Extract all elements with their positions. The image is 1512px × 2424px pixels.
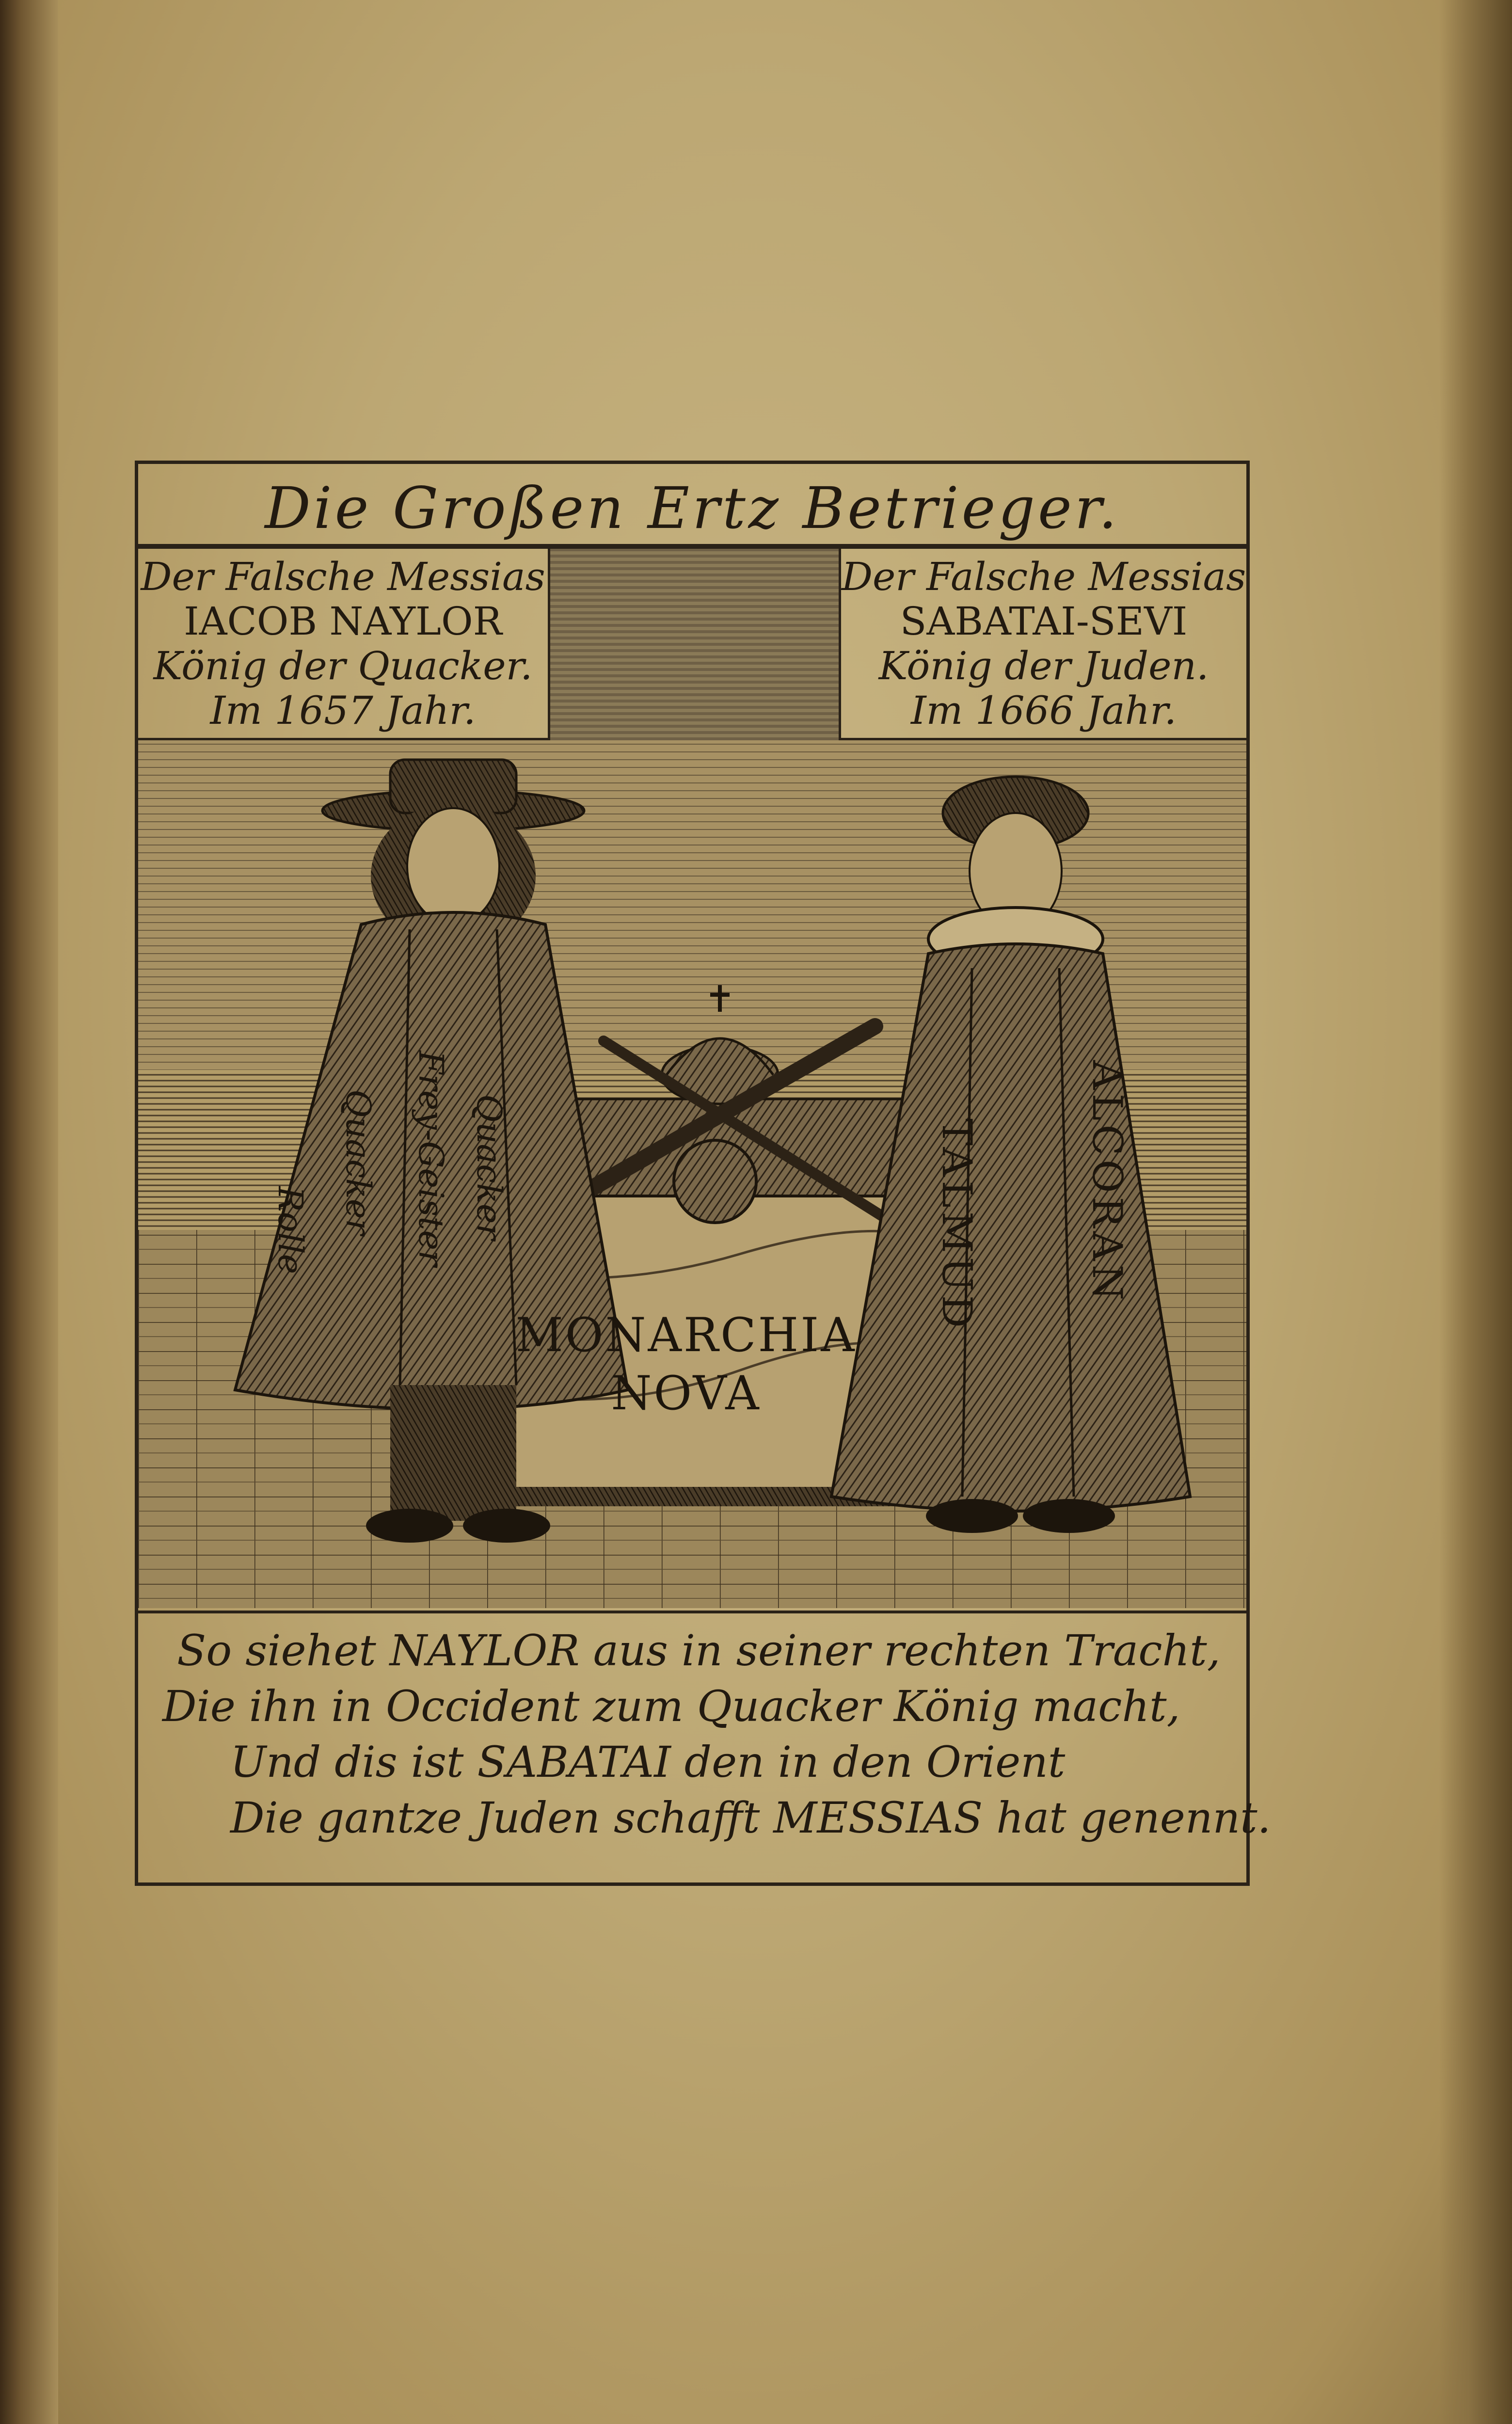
right-caption-box	[839, 546, 1246, 740]
verse-line-2: Die ihn in Occident zum Quacker König macht,	[162, 1681, 1180, 1731]
engraved-scene	[138, 740, 1246, 1608]
verse-band	[138, 1611, 1271, 1882]
right-caption-line-1: Der Falsche Messias	[841, 554, 1246, 599]
naylor-legs	[390, 1385, 516, 1521]
tablecloth-text-2: NOVA	[611, 1366, 761, 1420]
left-caption-line-3: König der Quacker.	[153, 643, 533, 688]
naylor-face	[407, 808, 499, 925]
verse-line-4: Die gantze Juden schafft MESSIAS hat genennt.	[230, 1793, 1271, 1843]
robe-text-right-2: ALCORAN	[1083, 1060, 1131, 1304]
robe-text-right-1: TALMUD	[933, 1118, 981, 1332]
left-caption-box	[138, 546, 550, 740]
left-caption-line-4: Im 1657 Jahr.	[210, 688, 476, 733]
engraving-plate	[135, 461, 1271, 1886]
robe-text-left-1: Quacker	[338, 1089, 378, 1235]
tablecloth-text-1: MONARCHIA	[515, 1308, 857, 1362]
robe-text-left-2: Frey-Geister	[411, 1051, 451, 1267]
robe-text-left-4: Rolle	[271, 1186, 310, 1275]
engraving-title: Die Großen Ertz Betrieger.	[265, 475, 1120, 542]
title-band	[138, 464, 1246, 546]
left-caption-line-1: Der Falsche Messias	[141, 554, 545, 599]
right-caption-line-2: SABATAI-SEVI	[900, 599, 1188, 644]
verse-line-3: Und dis ist SABATAI den in den Orient	[230, 1737, 1066, 1787]
book-binding-shadow	[0, 0, 58, 2424]
robe-text-left-3: Quacker	[469, 1094, 509, 1240]
center-hatched-panel	[550, 546, 839, 740]
scene-illustration	[138, 740, 1246, 1608]
left-caption-line-2: IACOB NAYLOR	[184, 599, 502, 644]
verse-line-1: So siehet NAYLOR aus in seiner rechten Tracht,	[177, 1626, 1221, 1675]
page-edge-shadow	[1439, 0, 1512, 2424]
right-caption-line-3: König der Juden.	[878, 643, 1209, 688]
right-caption-line-4: Im 1666 Jahr.	[910, 688, 1177, 733]
orb	[674, 1140, 756, 1223]
